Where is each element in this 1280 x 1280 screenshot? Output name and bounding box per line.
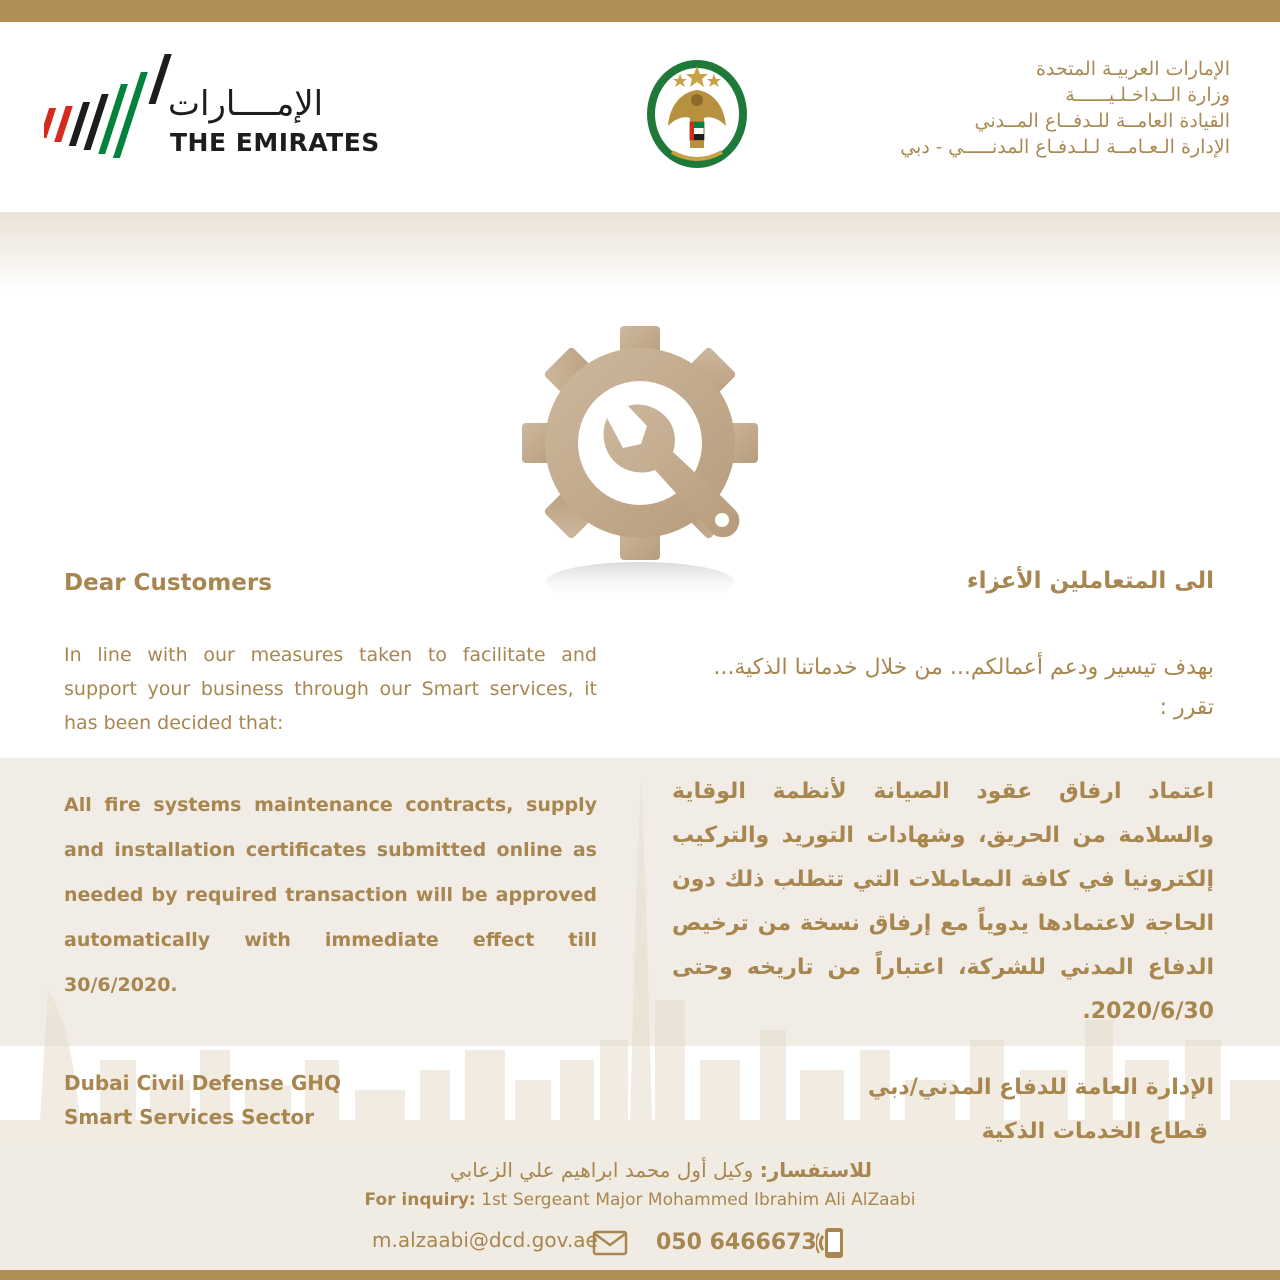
inquiry-arabic: [300, 1158, 872, 1182]
inquiry-arabic-label: للاستفسار:: [759, 1158, 872, 1182]
maintenance-gear-wrench-icon: [515, 320, 765, 610]
organization-name-block: [740, 56, 1230, 160]
org-line-3: القيادة العامــة للـدفــاع المــدني: [974, 110, 1230, 132]
envelope-icon: [592, 1230, 628, 1256]
contact-email[interactable]: m.alzaabi@dcd.gov.ae: [372, 1228, 598, 1252]
signature-arabic-line-2: قطاع الخدمات الذكية: [981, 1119, 1208, 1144]
signature-arabic: [840, 1066, 1214, 1154]
org-line-4: الإدارة الـعـامــة لـلـدفـاع المدنـــــي - دبي: [900, 136, 1230, 158]
ministry-emblem-icon: [642, 56, 752, 174]
signature-english-line-1: Dubai Civil Defense GHQ: [64, 1071, 341, 1095]
signature-english: [64, 1066, 341, 1134]
contact-phone[interactable]: 050 6466673: [656, 1230, 817, 1255]
greeting-arabic: الى المتعاملين الأعزاء: [966, 568, 1214, 594]
mobile-phone-icon: [816, 1226, 848, 1260]
org-line-1: الإمارات العربيـة المتحدة: [1036, 58, 1230, 80]
signature-english-line-2: Smart Services Sector: [64, 1105, 315, 1129]
brand-arabic-name: الإمــــارات: [168, 84, 324, 124]
decision-english: All fire systems maintenance contracts, supply and installation certificates submitted online as needed by required transaction will be approved automatically with immediate effect till 30/6/2020.: [64, 794, 597, 996]
bottom-gold-bar: [0, 1270, 1280, 1280]
inquiry-english-label: For inquiry:: [364, 1190, 476, 1210]
inquiry-english-name: 1st Sergeant Major Mohammed Ibrahim Ali AlZaabi: [481, 1190, 916, 1210]
inquiry-arabic-name: وكيل أول محمد ابراهيم علي الزعابي: [449, 1158, 754, 1182]
intro-arabic: بهدف تيسير ودعم أعمالكم... من خلال خدماتنا الذكية... تقرر :: [713, 655, 1214, 720]
inquiry-english: [340, 1190, 940, 1210]
org-line-2: وزارة الــداخـلـيــــــة: [1065, 84, 1230, 106]
greeting-english: Dear Customers: [64, 570, 272, 596]
brand-english-name: THE EMIRATES: [170, 128, 380, 157]
decision-arabic: اعتماد ارفاق عقود الصيانة لأنظمة الوقاية والسلامة من الحريق، وشهادات التوريد والتركيب إلكترونيا في كافة المعاملات التي تتطلب ذلك دون الحاجة لاعتمادها يدوياً مع إرفاق نسخة من ترخيص الدفاع المدني للشركة، اعتباراً من تاريخه وحتى 2020/6/30.: [672, 779, 1214, 1024]
intro-english: In line with our measures taken to facilitate and support your business through our Smart services, it has been decided that:: [64, 644, 597, 734]
signature-arabic-line-1: الإدارة العامة للدفاع المدني/دبي: [867, 1075, 1214, 1100]
